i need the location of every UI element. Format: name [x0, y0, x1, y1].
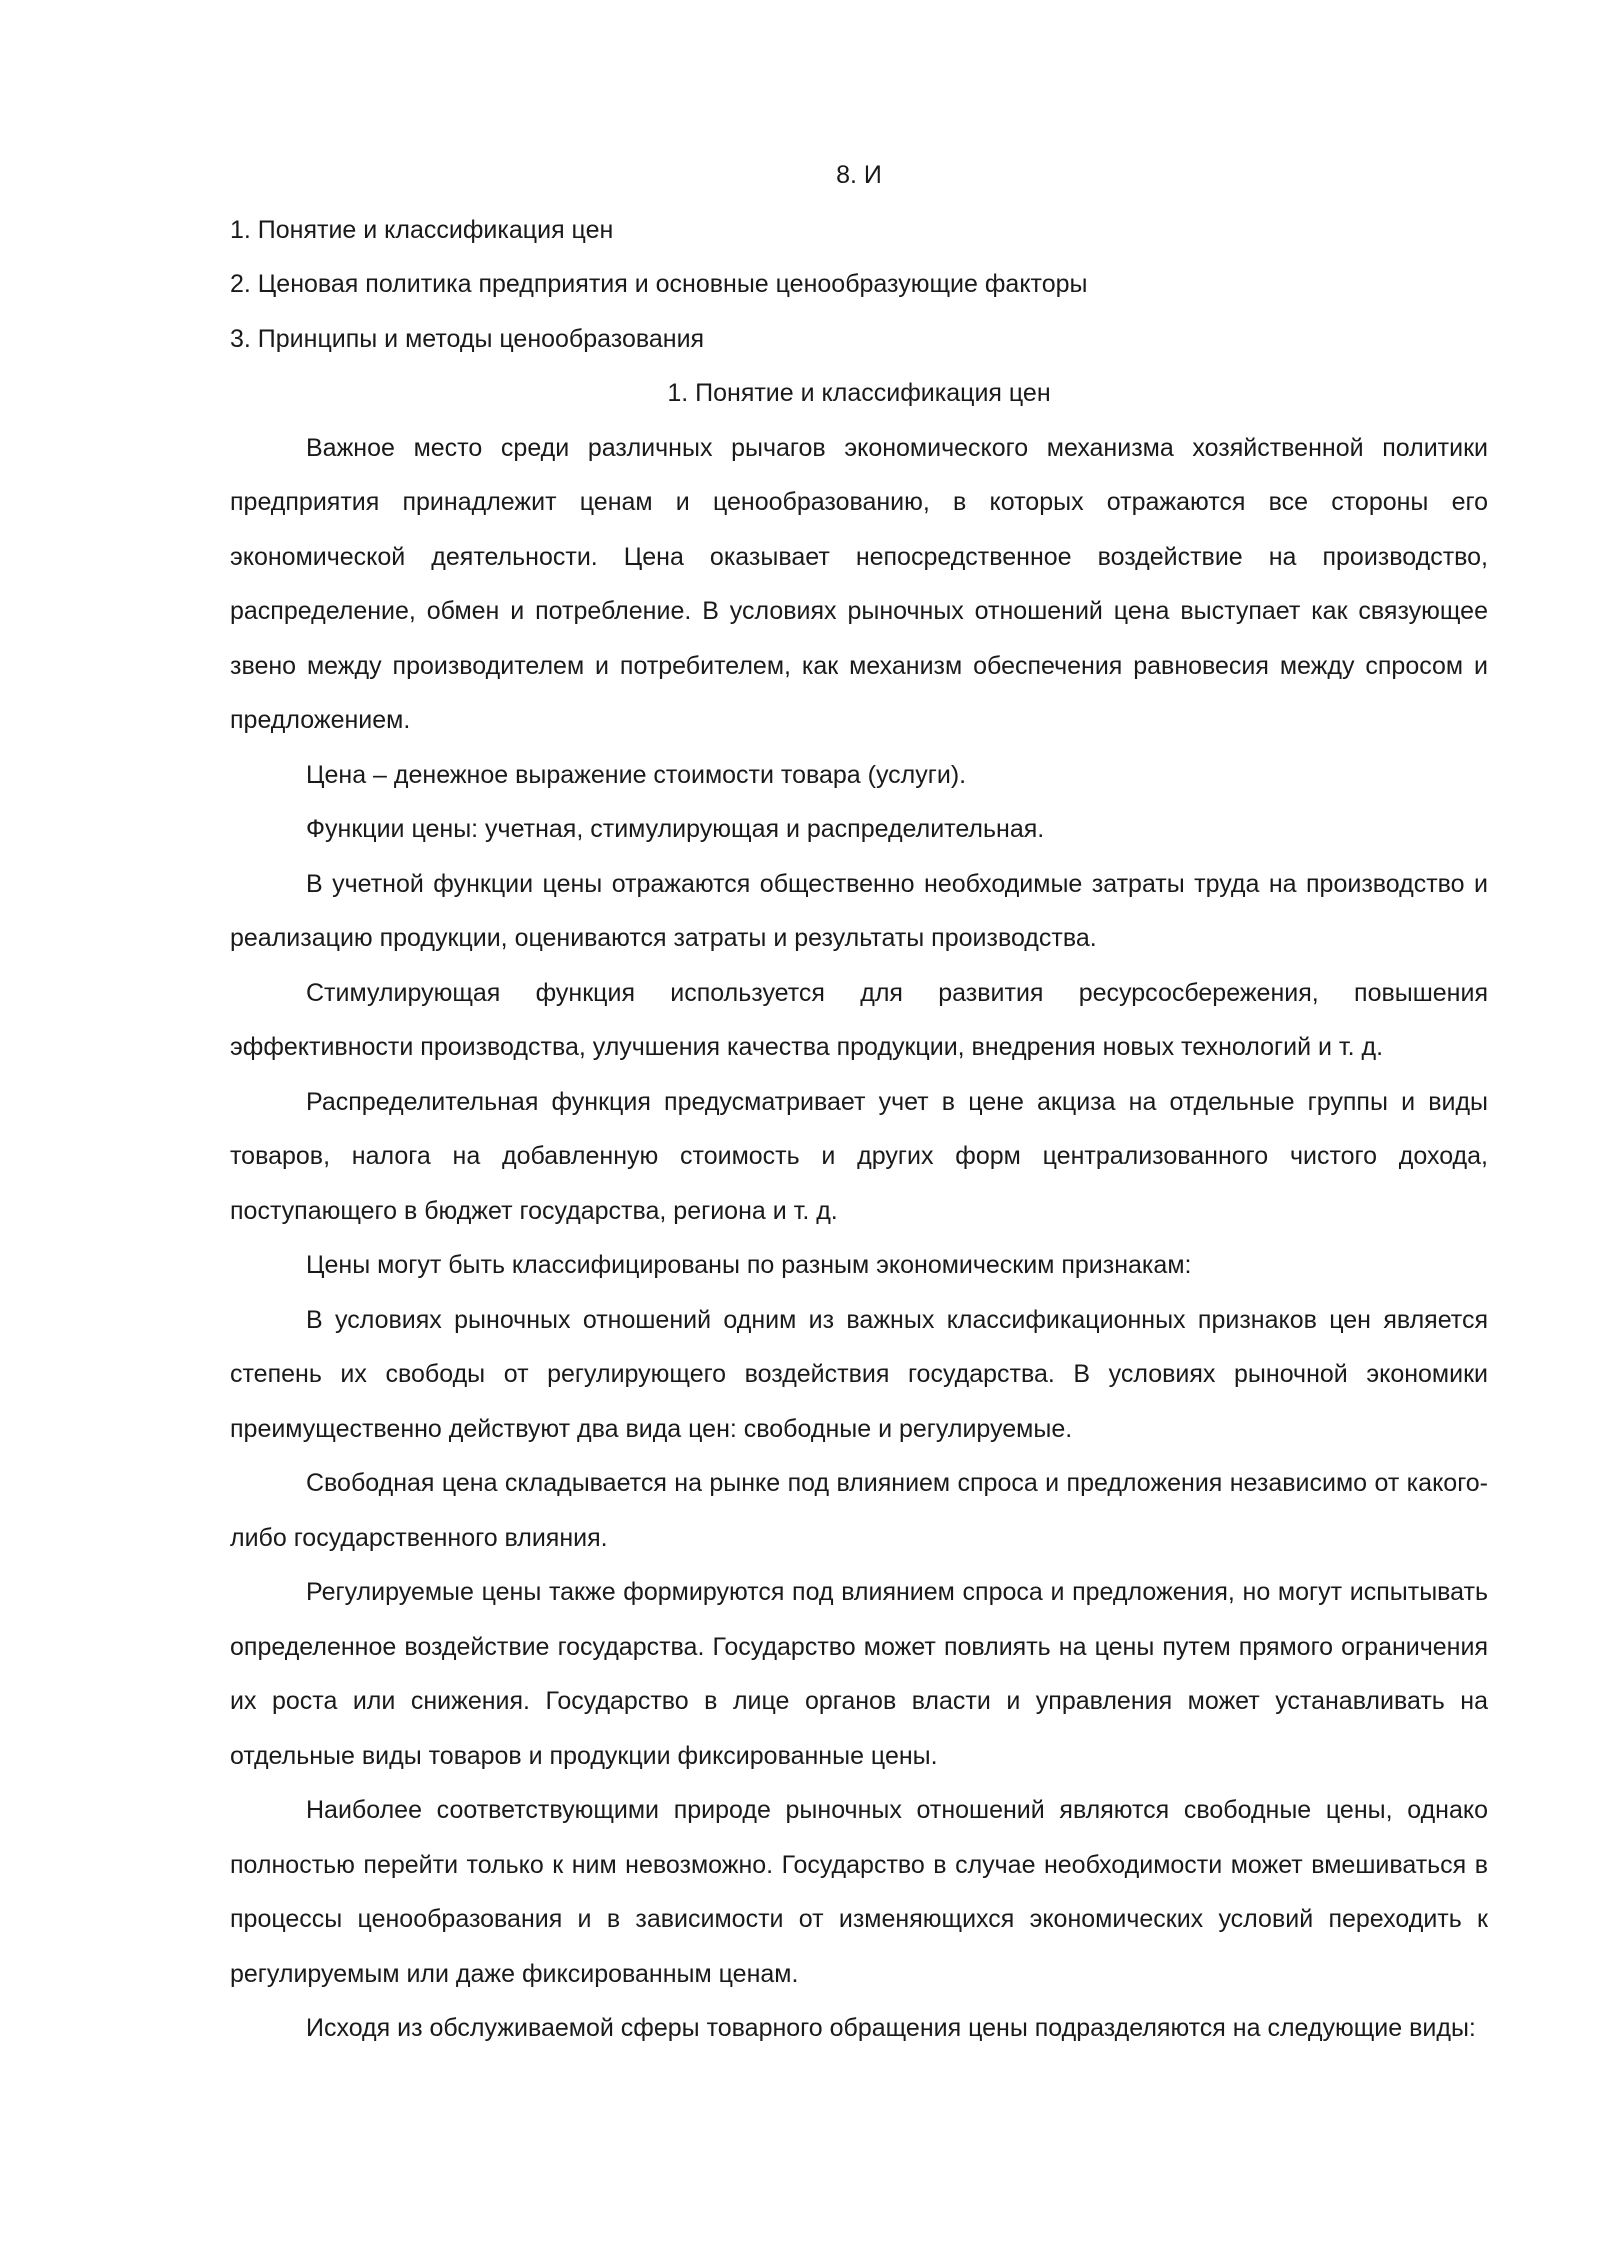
paragraph: Регулируемые цены также формируются под влиянием спроса и предложения, но могут испытывать определенное воздействие государства. Государство может повлиять на цены путем прямого ограничения их роста или снижения. Государство в лице органов власти и управления может устанавливать на отдельные виды товаров и продукции фиксированные цены. [230, 1578, 1488, 1770]
document-title: 8. И [836, 161, 882, 189]
paragraph: Цены могут быть классифицированы по разным экономическим признакам: [306, 1251, 1192, 1279]
paragraph: Наиболее соответствующими природе рыночных отношений являются свободные цены, однако полностью перейти только к ним невозможно. Государство в случае необходимости может вмешиваться в процессы ценообразования и в зависимости от изменяющихся экономических условий переходить к регулируемым или даже фиксированным ценам. [230, 1796, 1488, 1988]
paragraph: Свободная цена складывается на рынке под влиянием спроса и предложения независимо от какого-либо государственного влияния. [230, 1469, 1488, 1552]
paragraph: В учетной функции цены отражаются общественно необходимые затраты труда на производство и реализацию продукции, оцениваются затраты и результаты производства. [230, 869, 1488, 952]
paragraph: Стимулирующая функция используется для развития ресурсосбережения, повышения эффективности производства, улучшения качества продукции, внедрения новых технологий и т. д. [230, 978, 1488, 1061]
section-heading: 1. Понятие и классификация цен [667, 379, 1051, 407]
paragraph: Цена – денежное выражение стоимости товара (услуги). [306, 760, 967, 789]
paragraph: Распределительная функция предусматривает учет в цене акциза на отдельные группы и виды товаров, налога на добавленную стоимость и других форм централизованного чистого дохода, поступающего в бюджет государства, региона и т. д. [230, 1087, 1488, 1225]
toc-item: 2. Ценовая политика предприятия и основные ценообразующие факторы [230, 270, 1088, 298]
paragraph: Функции цены: учетная, стимулирующая и распределительная. [306, 815, 1045, 843]
paragraph: Важное место среди различных рычагов экономического механизма хозяйственной политики предприятия принадлежит ценам и ценообразованию, в которых отражаются все стороны его экономической деятельности. Цена оказывает непосредственное воздействие на производство, распределение, обмен и потребление. В условиях рыночных отношений цена выступает как связующее звено между производителем и потребителем, как механизм обеспечения равновесия между спросом и предложением. [230, 433, 1488, 734]
toc-item: 1. Понятие и классификация цен [230, 215, 614, 244]
document-body [230, 148, 1488, 2056]
toc-item: 3. Принципы и методы ценообразования [230, 324, 705, 353]
paragraph: Исходя из обслуживаемой сферы товарного обращения цены подразделяются на следующие виды: [306, 2014, 1476, 2042]
table-of-contents [230, 203, 1488, 367]
paragraph: В условиях рыночных отношений одним из важных классификационных признаков цен является степень их свободы от регулирующего воздействия государства. В условиях рыночной экономики преимущественно действуют два вида цен: свободные и регулируемые. [230, 1305, 1488, 1443]
